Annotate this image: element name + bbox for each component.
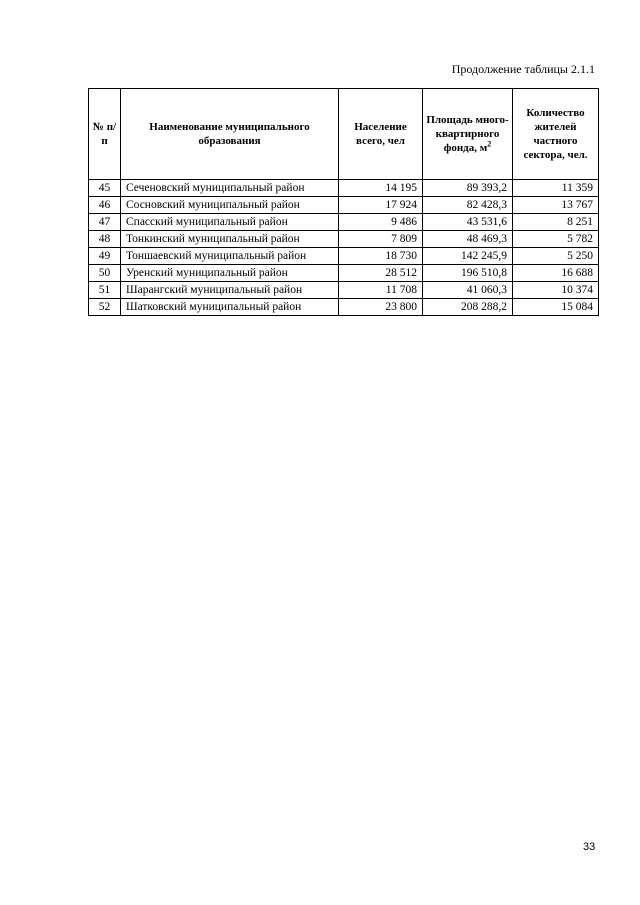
cell-name: Уренский муниципальный район bbox=[121, 265, 339, 282]
cell-private: 13 767 bbox=[513, 197, 599, 214]
header-num: № п/п bbox=[89, 89, 121, 180]
cell-name: Сосновский муниципальный район bbox=[121, 197, 339, 214]
cell-private: 8 251 bbox=[513, 214, 599, 231]
table-caption: Продолжение таблицы 2.1.1 bbox=[451, 62, 595, 76]
cell-num: 49 bbox=[89, 248, 121, 265]
header-population: Население всего, чел bbox=[339, 89, 423, 180]
cell-name: Спасский муниципальный район bbox=[121, 214, 339, 231]
cell-private: 5 782 bbox=[513, 231, 599, 248]
cell-name: Шатковский муниципальный район bbox=[121, 299, 339, 316]
cell-population: 9 486 bbox=[339, 214, 423, 231]
cell-num: 50 bbox=[89, 265, 121, 282]
table-row bbox=[89, 265, 599, 282]
cell-name: Тоншаевский муниципальный район bbox=[121, 248, 339, 265]
cell-num: 52 bbox=[89, 299, 121, 316]
cell-name: Тонкинский муниципальный район bbox=[121, 231, 339, 248]
cell-area: 208 288,2 bbox=[423, 299, 513, 316]
cell-private: 16 688 bbox=[513, 265, 599, 282]
cell-population: 14 195 bbox=[339, 180, 423, 197]
header-area bbox=[423, 89, 513, 180]
cell-area: 89 393,2 bbox=[423, 180, 513, 197]
cell-area: 43 531,6 bbox=[423, 214, 513, 231]
cell-area: 41 060,3 bbox=[423, 282, 513, 299]
cell-population: 18 730 bbox=[339, 248, 423, 265]
header-private: Количество жителей частного сектора, чел. bbox=[513, 89, 599, 180]
table-row bbox=[89, 248, 599, 265]
table-row bbox=[89, 197, 599, 214]
cell-area: 48 469,3 bbox=[423, 231, 513, 248]
table-row bbox=[89, 299, 599, 316]
data-table bbox=[88, 88, 599, 316]
cell-num: 51 bbox=[89, 282, 121, 299]
cell-population: 17 924 bbox=[339, 197, 423, 214]
cell-num: 46 bbox=[89, 197, 121, 214]
cell-area: 196 510,8 bbox=[423, 265, 513, 282]
cell-private: 15 084 bbox=[513, 299, 599, 316]
cell-population: 28 512 bbox=[339, 265, 423, 282]
cell-area: 82 428,3 bbox=[423, 197, 513, 214]
cell-num: 45 bbox=[89, 180, 121, 197]
table-row bbox=[89, 282, 599, 299]
cell-area: 142 245,9 bbox=[423, 248, 513, 265]
cell-num: 47 bbox=[89, 214, 121, 231]
table-header-row bbox=[89, 89, 599, 180]
table-row bbox=[89, 231, 599, 248]
page-number: 33 bbox=[583, 841, 596, 853]
cell-private: 10 374 bbox=[513, 282, 599, 299]
cell-name: Шарангский муниципальный район bbox=[121, 282, 339, 299]
header-name: Наименование муниципального образования bbox=[121, 89, 339, 180]
cell-private: 11 359 bbox=[513, 180, 599, 197]
table-row bbox=[89, 214, 599, 231]
cell-name: Сеченовский муниципальный район bbox=[121, 180, 339, 197]
header-area-text: Площадь много-квартирного фонда, м bbox=[426, 114, 509, 154]
cell-private: 5 250 bbox=[513, 248, 599, 265]
table-row bbox=[89, 180, 599, 197]
cell-population: 11 708 bbox=[339, 282, 423, 299]
cell-population: 23 800 bbox=[339, 299, 423, 316]
cell-num: 48 bbox=[89, 231, 121, 248]
header-area-superscript: 2 bbox=[487, 139, 492, 149]
cell-population: 7 809 bbox=[339, 231, 423, 248]
